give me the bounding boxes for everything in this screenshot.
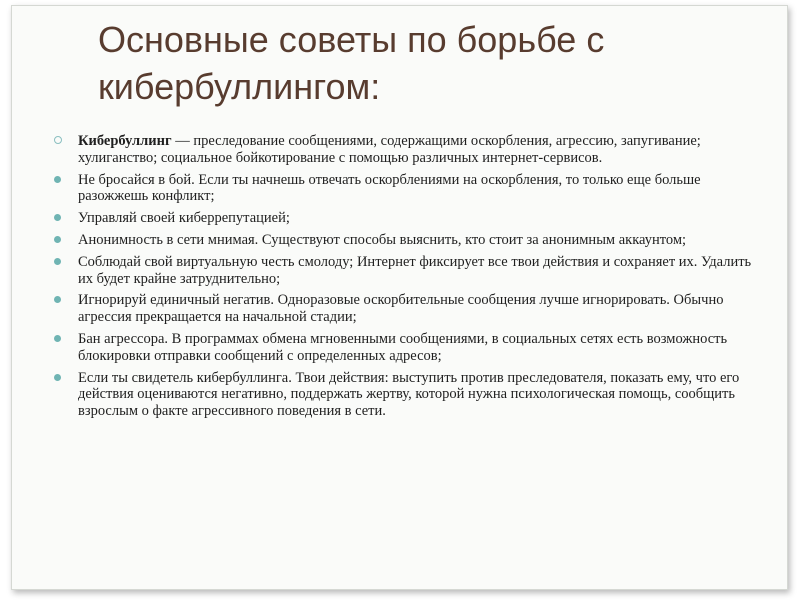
- term-label: Кибербуллинг: [78, 133, 172, 149]
- list-item: [53, 172, 765, 206]
- slide: [11, 5, 788, 590]
- hollow-circle-icon: [54, 136, 62, 144]
- bullet-text: — преследование сообщениями, содержащими оскорбления, агрессию, запугивание; хулиганство; социальное бойкотирование с помощью различных интернет-сервисов.: [78, 133, 701, 166]
- filled-circle-icon: [54, 296, 61, 303]
- slide-title: Основные советы по борьбе с кибербуллингом:: [98, 19, 605, 107]
- list-item: [53, 331, 765, 365]
- filled-circle-icon: [54, 236, 61, 243]
- list-item: [53, 370, 765, 420]
- bullet-text: Не бросайся в бой. Если ты начнешь отвечать оскорблениями на оскорбления, то только еще больше разожжешь конфликт;: [78, 171, 701, 205]
- bullet-text: Игнорируй единичный негатив. Одноразовые оскорбительные сообщения лучше игнорировать. Обычно агрессия прекращается на начальной стадии;: [78, 292, 724, 326]
- list-item: [53, 210, 765, 227]
- bullet-text: Соблюдай свой виртуальную честь смолоду; Интернет фиксирует все твои действия и сохраняет их. Удалить их будет крайне затруднительно;: [78, 253, 752, 287]
- bullet-text: Анонимность в сети мнимая. Существуют способы выяснить, кто стоит за анонимным аккаунтом;: [78, 231, 687, 248]
- list-item: [53, 232, 765, 249]
- filled-circle-icon: [54, 214, 61, 221]
- bullet-text: Бан агрессора. В программах обмена мгновенными сообщениями, в социальных сетях есть возможность блокировки отправки сообщений с определенных адресов;: [78, 330, 728, 364]
- list-item: [53, 254, 765, 288]
- filled-circle-icon: [54, 176, 61, 183]
- filled-circle-icon: [54, 374, 61, 381]
- filled-circle-icon: [54, 335, 61, 342]
- bullet-list: [53, 133, 765, 425]
- filled-circle-icon: [54, 258, 61, 265]
- bullet-text: Управляй своей киберрепутацией;: [78, 210, 290, 227]
- list-item: [53, 292, 765, 326]
- list-item: [53, 133, 765, 167]
- bullet-text: Если ты свидетель кибербуллинга. Твои действия: выступить против преследователя, показать ему, что его действия оцениваются негативно, поддержать жертву, которой нужна психологическая помощь, сообщить взрослым о факте агрессивного поведения в сети.: [78, 369, 740, 420]
